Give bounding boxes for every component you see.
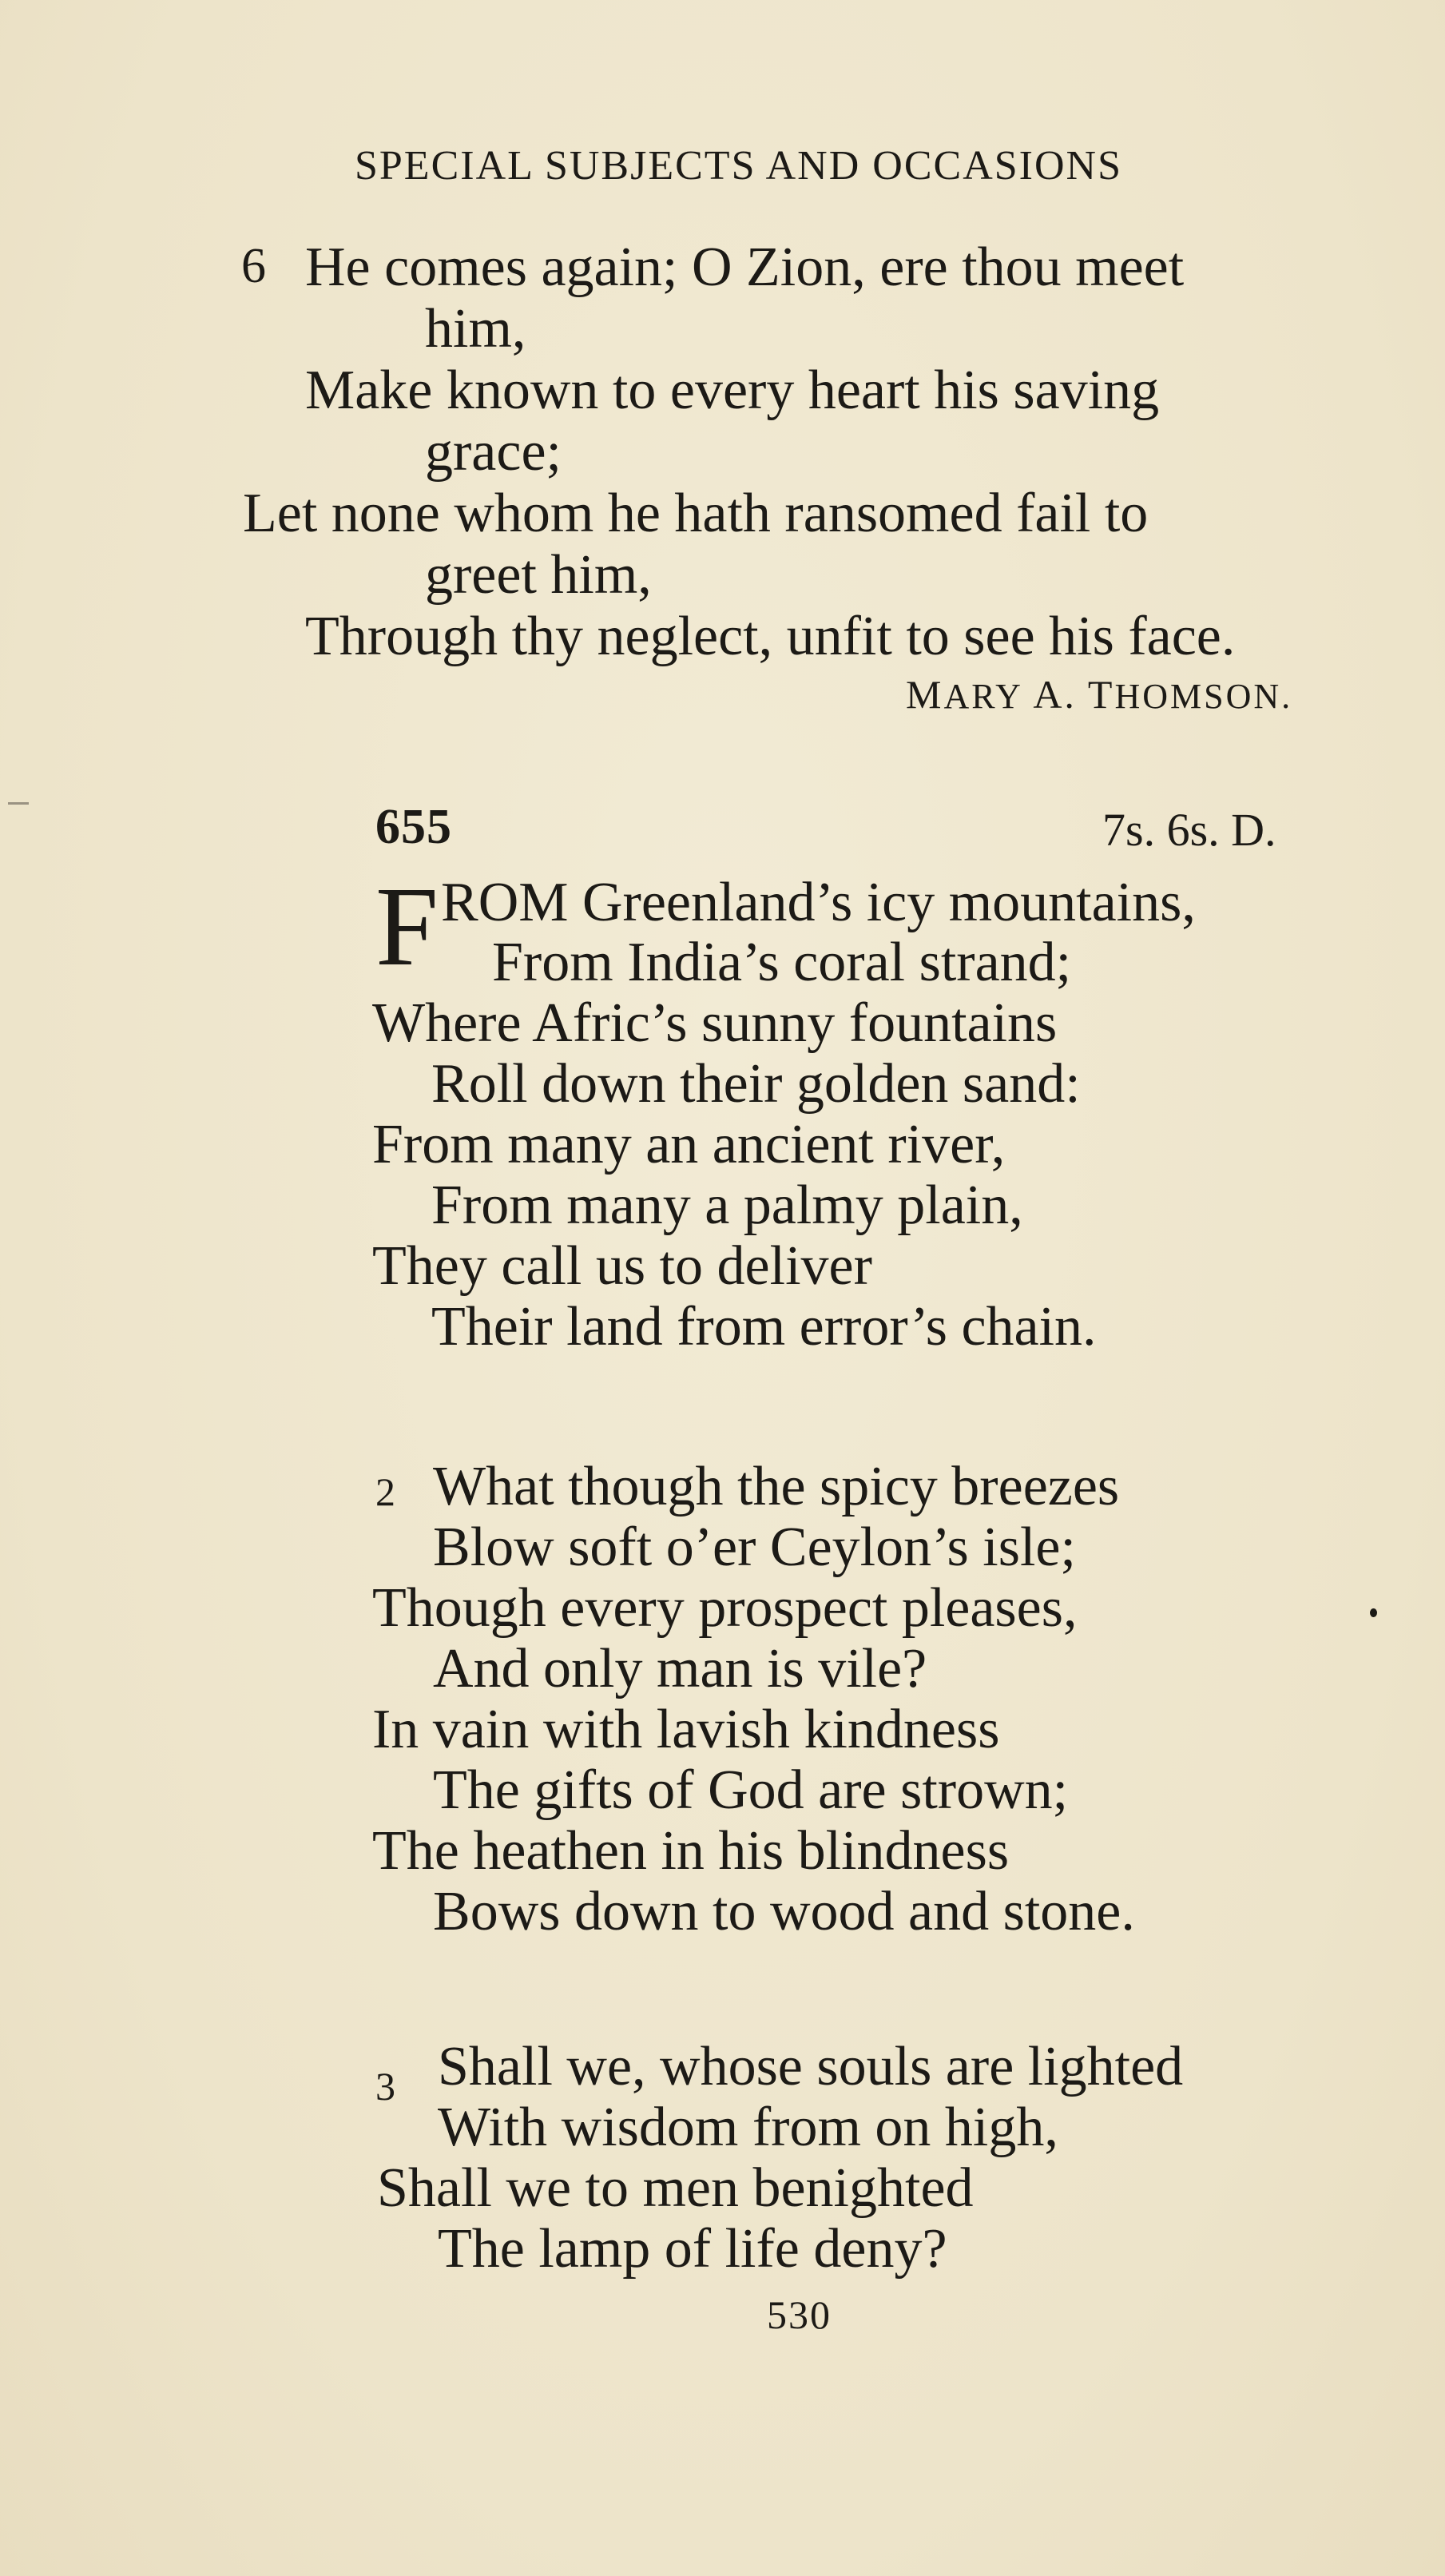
verse-line: Bows down to wood and stone.	[433, 1881, 1135, 1942]
page-number: 530	[767, 2292, 832, 2337]
verse-line: Let none whom he hath ransomed fail to	[243, 483, 1149, 544]
verse-line: Make known to every heart his saving	[305, 360, 1160, 421]
verse-line: Blow soft o’er Ceylon’s isle;	[433, 1517, 1076, 1578]
verse-line: The heathen in his blindness	[372, 1820, 1010, 1882]
verse-line: Shall we, whose souls are lighted	[438, 2036, 1184, 2097]
verse-number: 6	[241, 239, 266, 293]
verse-line: With wisdom from on high,	[438, 2097, 1058, 2158]
verse-line: grace;	[425, 421, 562, 483]
verse-line: Their land from error’s chain.	[431, 1296, 1097, 1358]
author-attribution: MARY A. THOMSON.	[906, 672, 1293, 717]
verse-number: 3	[375, 2064, 395, 2109]
verse-line: Though every prospect pleases,	[372, 1577, 1078, 1639]
verse-line: greet him,	[425, 544, 652, 606]
ink-speck	[1370, 1608, 1377, 1617]
verse-line: him,	[425, 298, 526, 360]
verse-line: ROM Greenland’s icy mountains,	[441, 872, 1196, 933]
verse-line: They call us to deliver	[372, 1235, 872, 1297]
hymn-meter: 7s. 6s. D.	[1102, 804, 1276, 856]
verse-line: Through thy neglect, unfit to see his face.	[305, 606, 1236, 667]
verse-line: He comes again; O Zion, ere thou meet	[305, 237, 1185, 298]
drop-cap: F	[375, 863, 439, 989]
verse-line: From India’s coral strand;	[492, 932, 1072, 993]
verse-line: Where Afric’s sunny fountains	[372, 992, 1058, 1054]
hymn-number: 655	[375, 800, 452, 854]
verse-number: 2	[375, 1469, 395, 1514]
verse-line: And only man is vile?	[433, 1638, 927, 1699]
verse-line: Shall we to men benighted	[377, 2157, 974, 2219]
verse-line: What though the spicy breezes	[433, 1456, 1120, 1517]
running-header: SPECIAL SUBJECTS AND OCCASIONS	[354, 143, 1123, 189]
verse-line: The gifts of God are strown;	[433, 1759, 1069, 1821]
verse-line: Roll down their golden sand:	[431, 1053, 1081, 1115]
margin-mark	[8, 802, 29, 805]
verse-line: From many a palmy plain,	[431, 1175, 1023, 1236]
verse-line: From many an ancient river,	[372, 1114, 1006, 1175]
verse-line: The lamp of life deny?	[438, 2218, 947, 2280]
verse-line: In vain with lavish kindness	[372, 1699, 1000, 1760]
